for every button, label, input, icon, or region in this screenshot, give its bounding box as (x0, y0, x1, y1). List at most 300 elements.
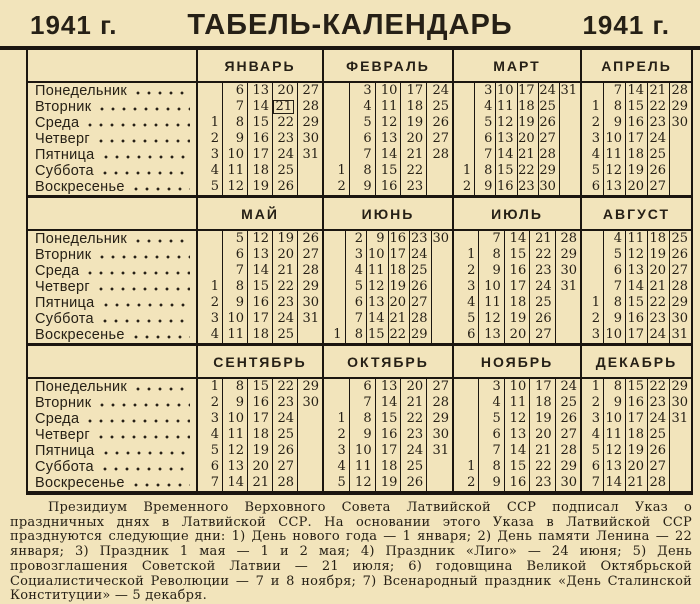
date-cell: 3 (337, 443, 346, 458)
date-cell: 19 (388, 279, 410, 295)
date-cell: 5 (467, 311, 476, 326)
date-cell: 28 (669, 83, 691, 99)
date-cell: 27 (409, 295, 431, 311)
date-cell: 29 (669, 295, 691, 311)
date-cell: 15 (504, 247, 529, 263)
date-cell: 27 (272, 459, 297, 475)
date-cell: 17 (388, 247, 410, 263)
date-cell: 20 (272, 247, 297, 263)
date-cell: 7 (349, 147, 375, 163)
date-cell: 6 (349, 131, 375, 147)
day-name-row (35, 295, 196, 311)
date-cell: 30 (555, 475, 580, 491)
date-row (582, 459, 691, 475)
date-row (324, 247, 452, 263)
date-cell: 20 (388, 295, 410, 311)
date-cell: 27 (647, 179, 669, 195)
date-cell: 14 (625, 83, 647, 99)
date-cell (297, 163, 322, 179)
date-cell: 28 (297, 99, 322, 115)
date-cell: 28 (555, 231, 580, 247)
date-row (198, 115, 322, 131)
date-cell: 15 (504, 459, 529, 475)
date-cell: 23 (517, 179, 538, 195)
date-cell (669, 475, 691, 491)
day-name-label: Среда (35, 115, 80, 131)
date-cell: 7 (345, 311, 367, 327)
date-cell: 17 (504, 279, 529, 295)
date-cell (297, 459, 322, 475)
day-name-label: Вторник (35, 395, 92, 411)
month-header-row (28, 346, 691, 379)
date-cell: 31 (297, 311, 322, 327)
date-cell: 21 (247, 475, 272, 491)
date-cell: 2 (210, 295, 219, 310)
date-cell: 9 (349, 427, 375, 443)
date-cell: 16 (504, 263, 529, 279)
dot-leader (136, 91, 190, 95)
date-cell (582, 279, 603, 295)
date-cell: 31 (426, 443, 452, 459)
date-cell (431, 247, 453, 263)
date-cell: 29 (409, 327, 431, 343)
date-cell: 3 (345, 247, 367, 263)
date-row (198, 475, 322, 491)
date-cell: 3 (467, 279, 476, 294)
quarter-body (28, 379, 691, 491)
date-cell: 24 (400, 443, 426, 459)
date-cell: 5 (337, 475, 346, 490)
date-row (324, 427, 452, 443)
date-cell: 4 (478, 395, 503, 411)
date-cell: 26 (272, 179, 297, 195)
year-left: 1941 г. (30, 9, 118, 40)
date-cell: 18 (247, 427, 272, 443)
date-cell: 16 (375, 427, 401, 443)
month-name: ДЕКАБРЬ (580, 346, 691, 377)
date-cell (272, 99, 297, 115)
date-cell: 7 (478, 443, 503, 459)
date-cell: 11 (625, 231, 647, 247)
day-name-label: Пятница (35, 295, 95, 311)
date-cell: 1 (591, 295, 600, 310)
day-name-label: Воскресенье (35, 179, 125, 195)
month-name: НОЯБРЬ (452, 346, 580, 377)
date-cell: 6 (591, 459, 600, 474)
date-cell: 10 (478, 279, 503, 295)
date-cell: 28 (272, 475, 297, 491)
date-cell: 5 (349, 115, 375, 131)
day-name-row (35, 379, 196, 395)
date-cell: 23 (400, 179, 426, 195)
month-block (452, 379, 580, 491)
date-cell (426, 475, 452, 491)
day-name-row (35, 163, 196, 179)
date-cell: 19 (647, 247, 669, 263)
date-cell: 18 (647, 231, 669, 247)
date-row (198, 327, 322, 343)
date-cell: 3 (349, 83, 375, 99)
date-cell: 23 (272, 395, 297, 411)
date-cell (198, 83, 222, 99)
date-cell: 17 (247, 411, 272, 427)
date-cell (559, 147, 580, 163)
date-cell (559, 115, 580, 131)
date-cell: 7 (222, 263, 247, 279)
month-block (322, 379, 452, 491)
date-cell: 19 (529, 411, 554, 427)
date-row (324, 459, 452, 475)
date-cell: 22 (647, 99, 669, 115)
dot-leader (104, 451, 191, 455)
month-block (196, 379, 322, 491)
date-cell: 23 (529, 263, 554, 279)
date-cell: 18 (247, 163, 272, 179)
date-cell: 23 (529, 475, 554, 491)
date-cell: 18 (504, 295, 529, 311)
day-name-row (35, 247, 196, 263)
date-cell: 22 (529, 459, 554, 475)
date-cell: 3 (478, 379, 503, 395)
date-cell: 18 (388, 263, 410, 279)
date-cell: 10 (495, 83, 516, 99)
date-cell: 25 (272, 163, 297, 179)
date-cell: 9 (603, 311, 625, 327)
date-cell: 3 (210, 411, 219, 426)
date-cell: 24 (647, 131, 669, 147)
date-cell: 5 (345, 279, 367, 295)
date-cell: 15 (247, 115, 272, 131)
month-name: ИЮНЬ (322, 198, 452, 229)
date-cell: 11 (603, 147, 625, 163)
month-block (196, 83, 322, 195)
date-cell: 1 (462, 163, 472, 178)
date-cell (669, 443, 691, 459)
date-cell: 9 (222, 395, 247, 411)
date-cell (559, 179, 580, 195)
date-cell (454, 379, 478, 395)
date-row (454, 247, 580, 263)
date-row (324, 395, 452, 411)
date-cell: 22 (272, 379, 297, 395)
date-cell: 3 (210, 147, 219, 162)
month-block (580, 83, 691, 195)
date-cell: 21 (647, 279, 669, 295)
date-cell: 9 (366, 231, 388, 247)
date-row (582, 411, 691, 427)
date-cell: 9 (349, 179, 375, 195)
day-name-label: Суббота (35, 163, 94, 179)
date-row (324, 83, 452, 99)
date-cell (324, 131, 349, 147)
date-cell: 2 (591, 115, 600, 130)
date-cell (297, 327, 322, 343)
day-name-label: Четверг (35, 131, 90, 147)
date-row (582, 99, 691, 115)
date-cell (454, 147, 474, 163)
date-cell: 30 (431, 231, 453, 247)
date-cell: 9 (603, 395, 625, 411)
date-cell: 20 (625, 459, 647, 475)
date-cell: 30 (669, 311, 691, 327)
date-row (454, 327, 580, 343)
date-cell: 24 (647, 411, 669, 427)
date-cell: 2 (467, 475, 476, 490)
date-row (454, 83, 580, 99)
date-cell: 12 (375, 115, 401, 131)
date-cell: 12 (603, 163, 625, 179)
date-cell (198, 231, 222, 247)
date-row (198, 459, 322, 475)
date-cell: 31 (555, 279, 580, 295)
date-cell: 8 (349, 163, 375, 179)
date-cell: 29 (538, 163, 559, 179)
quarter-body (28, 83, 691, 195)
date-cell: 2 (345, 231, 367, 247)
date-cell: 27 (647, 459, 669, 475)
date-cell: 1 (333, 327, 342, 342)
date-cell: 6 (467, 327, 476, 342)
date-cell: 2 (210, 395, 219, 410)
date-cell: 7 (349, 395, 375, 411)
date-cell: 28 (426, 147, 452, 163)
date-cell: 24 (409, 247, 431, 263)
date-cell: 31 (669, 411, 691, 427)
date-cell: 23 (400, 427, 426, 443)
day-name-label: Понедельник (35, 379, 128, 395)
date-cell: 15 (247, 279, 272, 295)
date-row (198, 279, 322, 295)
dot-leader (103, 319, 190, 323)
date-cell: 22 (400, 411, 426, 427)
date-cell: 7 (210, 475, 219, 490)
date-cell: 6 (349, 379, 375, 395)
date-cell: 11 (222, 427, 247, 443)
date-cell (555, 327, 580, 343)
dot-leader (103, 171, 190, 175)
date-cell: 16 (247, 395, 272, 411)
date-cell: 25 (669, 231, 691, 247)
date-row (582, 311, 691, 327)
day-name-label: Суббота (35, 311, 94, 327)
date-cell: 16 (375, 179, 401, 195)
date-cell (582, 263, 603, 279)
date-cell (297, 179, 322, 195)
date-row (582, 443, 691, 459)
month-name: СЕНТЯБРЬ (196, 346, 322, 377)
date-cell: 3 (591, 131, 600, 146)
day-name-row (35, 147, 196, 163)
date-cell: 8 (603, 295, 625, 311)
date-cell: 5 (474, 115, 495, 131)
date-row (582, 83, 691, 99)
date-cell: 26 (297, 231, 322, 247)
date-cell: 23 (647, 395, 669, 411)
date-cell: 10 (366, 247, 388, 263)
date-cell: 12 (222, 443, 247, 459)
date-cell: 13 (603, 459, 625, 475)
day-names-column (28, 231, 196, 343)
date-cell: 20 (247, 459, 272, 475)
date-cell: 19 (272, 231, 297, 247)
date-cell: 14 (495, 147, 516, 163)
date-cell (669, 427, 691, 443)
dot-leader (103, 467, 190, 471)
day-names-column (28, 83, 196, 195)
dot-leader (104, 155, 191, 159)
date-row (324, 443, 452, 459)
date-cell: 27 (297, 83, 322, 99)
date-cell (431, 279, 453, 295)
date-row (582, 279, 691, 295)
date-cell: 14 (247, 99, 272, 115)
date-cell: 10 (603, 131, 625, 147)
quarter-section (28, 50, 691, 195)
day-name-label: Среда (35, 263, 80, 279)
date-cell: 12 (504, 411, 529, 427)
dot-leader (104, 303, 191, 307)
date-cell: 14 (504, 443, 529, 459)
date-cell: 21 (388, 311, 410, 327)
date-cell: 7 (603, 279, 625, 295)
date-cell: 17 (625, 327, 647, 343)
date-row (198, 99, 322, 115)
date-cell (454, 395, 478, 411)
date-cell: 29 (555, 247, 580, 263)
date-cell (324, 295, 345, 311)
date-row (582, 231, 691, 247)
date-cell: 21 (272, 263, 297, 279)
date-cell: 16 (495, 179, 516, 195)
date-cell: 8 (478, 459, 503, 475)
date-cell: 10 (222, 311, 247, 327)
date-cell: 12 (222, 179, 247, 195)
date-cell: 27 (426, 379, 452, 395)
date-cell: 20 (504, 327, 529, 343)
date-cell: 2 (591, 395, 600, 410)
date-cell (669, 131, 691, 147)
date-cell: 18 (625, 427, 647, 443)
date-cell: 9 (222, 295, 247, 311)
day-name-row (35, 443, 196, 459)
date-cell: 24 (538, 83, 559, 99)
date-cell: 3 (210, 311, 219, 326)
date-cell: 10 (603, 411, 625, 427)
date-cell: 15 (495, 163, 516, 179)
dot-leader (136, 239, 190, 243)
date-cell (454, 83, 474, 99)
date-cell: 30 (669, 395, 691, 411)
date-cell (555, 295, 580, 311)
date-cell: 20 (400, 131, 426, 147)
date-cell: 16 (625, 395, 647, 411)
date-cell: 4 (210, 427, 219, 442)
day-name-row (35, 99, 196, 115)
date-cell: 30 (538, 179, 559, 195)
date-cell: 11 (495, 99, 516, 115)
date-row (324, 115, 452, 131)
date-row (582, 327, 691, 343)
date-cell: 20 (400, 379, 426, 395)
day-name-row (35, 83, 196, 99)
date-cell: 1 (337, 163, 346, 178)
date-cell (324, 395, 349, 411)
date-cell: 5 (603, 247, 625, 263)
date-cell: 4 (349, 99, 375, 115)
month-name: ИЮЛЬ (452, 198, 580, 229)
date-cell: 21 (647, 83, 669, 99)
date-cell (198, 263, 222, 279)
month-block (452, 83, 580, 195)
day-name-label: Пятница (35, 147, 95, 163)
date-cell: 5 (591, 163, 600, 178)
date-row (198, 411, 322, 427)
date-cell: 17 (625, 131, 647, 147)
month-name: МАРТ (452, 50, 580, 81)
date-cell: 5 (210, 443, 219, 458)
date-cell: 22 (388, 327, 410, 343)
date-row (324, 311, 452, 327)
date-cell: 8 (603, 99, 625, 115)
month-block (452, 231, 580, 343)
date-cell: 15 (375, 411, 401, 427)
date-cell: 17 (247, 311, 272, 327)
month-header-spacer (28, 198, 196, 229)
date-cell: 6 (210, 459, 219, 474)
date-cell: 20 (272, 83, 297, 99)
date-cell: 26 (538, 115, 559, 131)
day-name-label: Понедельник (35, 231, 128, 247)
date-cell (669, 179, 691, 195)
dot-leader (99, 435, 190, 439)
date-cell (555, 311, 580, 327)
date-row (324, 99, 452, 115)
date-row (454, 99, 580, 115)
dot-leader (134, 483, 190, 487)
date-row (324, 379, 452, 395)
date-cell: 29 (297, 379, 322, 395)
date-cell: 2 (591, 311, 600, 326)
date-cell: 18 (529, 395, 554, 411)
date-cell (559, 131, 580, 147)
date-cell: 4 (474, 99, 495, 115)
month-header-spacer (28, 50, 196, 81)
date-row (198, 247, 322, 263)
date-cell (297, 411, 322, 427)
date-cell: 16 (504, 475, 529, 491)
dot-leader (88, 419, 190, 423)
date-cell: 6 (222, 247, 247, 263)
date-cell: 16 (247, 295, 272, 311)
date-cell: 8 (222, 279, 247, 295)
date-cell (454, 115, 474, 131)
day-name-row (35, 131, 196, 147)
date-cell: 23 (409, 231, 431, 247)
date-row (454, 475, 580, 491)
date-cell (582, 247, 603, 263)
date-cell: 7 (603, 83, 625, 99)
date-cell: 17 (529, 379, 554, 395)
date-cell: 12 (495, 115, 516, 131)
date-cell (297, 427, 322, 443)
date-cell: 25 (647, 427, 669, 443)
holidays-decree-text: Президиум Временного Верховного Совета Латвийской ССР подписал Указ о праздничных днях в Латвийской ССР. На основании этого Указа в Латвийской ССР празднуются следующие дни: 1) День нового года — 1 января; 2) День памяти Ленина — 22 января; 3) Праздник 1 мая — 1 и 2 мая; 4) Праздник «Лиго» — 24 июня; 5) День провозглашения Советской Латвии — 21 июля; 6) годовщина Великой Октябрьской Социалистической Революции — 7 и 8 ноября; 7) Всенародный праздник «День Сталинской Конституции» — 5 декабря. (10, 500, 692, 604)
date-cell (198, 247, 222, 263)
date-cell (324, 263, 345, 279)
date-cell: 30 (555, 263, 580, 279)
date-cell: 20 (647, 263, 669, 279)
date-cell: 26 (647, 443, 669, 459)
